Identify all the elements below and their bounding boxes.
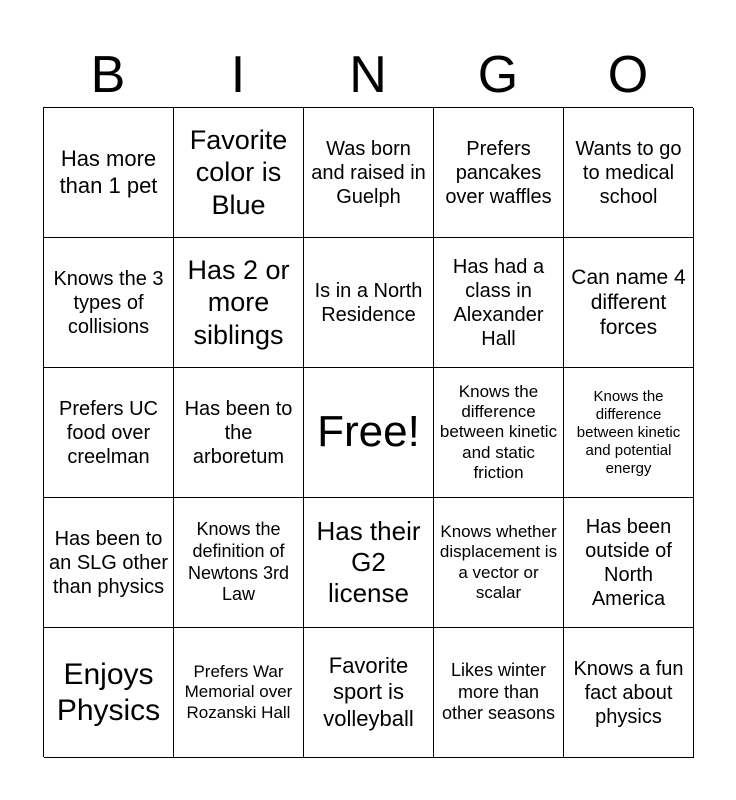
cell-text: Free! (317, 407, 420, 457)
cell-text: Has had a class in Alexander Hall (452, 255, 545, 350)
bingo-cell[interactable] (44, 628, 174, 758)
bingo-cell[interactable] (44, 108, 174, 238)
header-letter-g: G (477, 46, 519, 104)
free-space[interactable] (304, 368, 434, 498)
cell-text: Has 2 or more siblings (187, 254, 290, 350)
cell-text: Has more than 1 pet (59, 146, 158, 198)
cell-text: Has their G2 license (316, 515, 421, 609)
bingo-cell[interactable] (434, 238, 564, 368)
bingo-board (43, 107, 693, 757)
bingo-cell[interactable] (174, 498, 304, 628)
cell-text: Has been to the arboretum (184, 397, 293, 468)
cell-text: Prefers UC food over creelman (59, 397, 158, 468)
bingo-cell[interactable] (564, 368, 694, 498)
bingo-cell[interactable] (304, 108, 434, 238)
cell-text: Is in a North Residence (314, 279, 423, 326)
cell-text: Knows the difference between kinetic and potential energy (576, 387, 681, 477)
cell-text: Knows a fun fact about physics (573, 657, 684, 728)
cell-text: Favorite color is Blue (189, 124, 288, 220)
cell-text: Knows the difference between kinetic and static friction (439, 381, 558, 483)
cell-text: Prefers pancakes over waffles (445, 137, 552, 208)
cell-text: Can name 4 different forces (571, 265, 686, 340)
header-letter-n: N (349, 46, 387, 104)
bingo-cell[interactable] (174, 238, 304, 368)
header-letter-b: B (90, 46, 126, 104)
bingo-cell[interactable] (174, 368, 304, 498)
cell-text: Wants to go to medical school (575, 137, 682, 208)
bingo-cell[interactable] (304, 498, 434, 628)
cell-text: Knows whether displacement is a vector or scalar (439, 521, 558, 602)
bingo-cell[interactable] (564, 108, 694, 238)
bingo-cell[interactable] (304, 238, 434, 368)
bingo-cell[interactable] (174, 108, 304, 238)
cell-text: Knows the definition of Newtons 3rd Law (187, 519, 290, 605)
bingo-cell[interactable] (434, 368, 564, 498)
cell-text: Has been to an SLG other than physics (49, 527, 168, 598)
header-letter-i: I (230, 46, 246, 104)
cell-text: Enjoys Physics (56, 657, 161, 727)
cell-text: Knows the 3 types of collisions (53, 267, 164, 338)
cell-text: Likes winter more than other seasons (441, 660, 556, 724)
bingo-cell[interactable] (44, 238, 174, 368)
bingo-cell[interactable] (44, 368, 174, 498)
bingo-cell[interactable] (564, 238, 694, 368)
cell-text: Favorite sport is volleyball (323, 652, 414, 731)
bingo-cell[interactable] (564, 498, 694, 628)
cell-text: Prefers War Memorial over Rozanski Hall (184, 661, 293, 722)
bingo-cell[interactable] (304, 628, 434, 758)
bingo-cell[interactable] (434, 108, 564, 238)
bingo-cell[interactable] (174, 628, 304, 758)
bingo-cell[interactable] (434, 498, 564, 628)
cell-text: Has been outside of North America (585, 515, 672, 610)
cell-text: Was born and raised in Guelph (311, 137, 426, 208)
bingo-cell[interactable] (434, 628, 564, 758)
bingo-cell[interactable] (44, 498, 174, 628)
header-letter-o: O (607, 46, 649, 104)
bingo-header (43, 42, 693, 108)
bingo-cell[interactable] (564, 628, 694, 758)
